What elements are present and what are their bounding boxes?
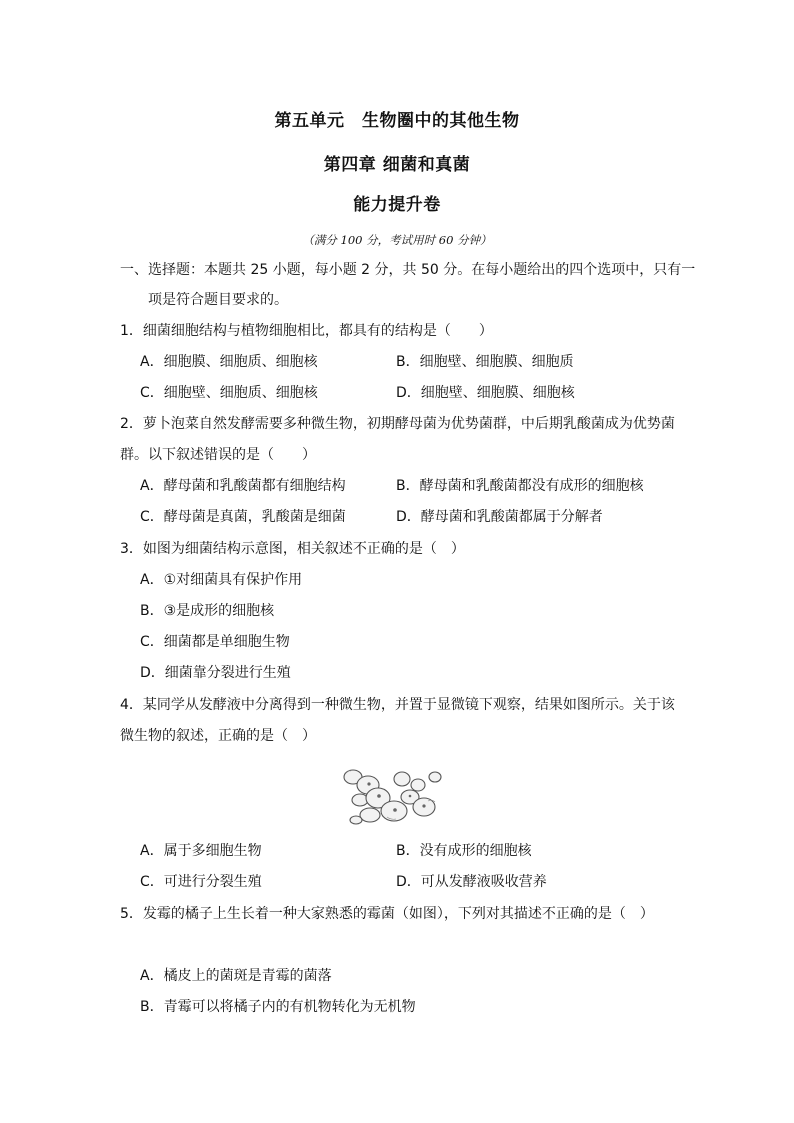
- q4-stem-line1: 4．某同学从发酵液中分离得到一种微生物，并置于显微镜下观察，结果如图所示。关于该: [120, 697, 675, 713]
- q3-option-d: D．细菌靠分裂进行生殖: [140, 665, 291, 681]
- q3-option-c: C．细菌都是单细胞生物: [140, 634, 290, 650]
- q2-stem-line2: 群。以下叙述错误的是（ ）: [120, 447, 316, 463]
- q2-stem-line1: 2．萝卜泡菜自然发酵需要多种微生物，初期酵母菌为优势菌群，中后期乳酸菌成为优势菌: [120, 416, 675, 432]
- paper-title: 能力提升卷: [353, 195, 441, 215]
- q3-option-a: A．①对细菌具有保护作用: [140, 572, 303, 588]
- q2-option-b: B．酵母菌和乳酸菌都没有成形的细胞核: [396, 478, 644, 494]
- q5-option-b: B．青霉可以将橘子内的有机物转化为无机物: [140, 999, 416, 1015]
- q3-stem: 3．如图为细菌结构示意图，相关叙述不正确的是（ ）: [120, 541, 465, 557]
- q5-option-a: A．橘皮上的菌斑是青霉的菌落: [140, 968, 332, 984]
- q4-option-d: D．可从发酵液吸收营养: [396, 874, 547, 890]
- section-instruction-line1: 一、选择题：本题共 25 小题，每小题 2 分，共 50 分。在每小题给出的四个选项中，只有一: [120, 262, 696, 278]
- q1-stem: 1．细菌细胞结构与植物细胞相比，都具有的结构是（ ）: [120, 323, 493, 339]
- exam-note: （满分 100 分，考试用时 60 分钟）: [302, 233, 492, 247]
- q1-option-c: C．细胞壁、细胞质、细胞核: [140, 385, 318, 401]
- q1-option-d: D．细胞壁、细胞膜、细胞核: [396, 385, 575, 401]
- section-instruction-line2: 项是符合题目要求的。: [148, 292, 288, 308]
- q5-stem: 5．发霉的橘子上生长着一种大家熟悉的霉菌（如图），下列对其描述不正确的是（ ）: [120, 906, 654, 922]
- q2-option-d: D．酵母菌和乳酸菌都属于分解者: [396, 509, 603, 525]
- q2-option-c: C．酵母菌是真菌，乳酸菌是细菌: [140, 509, 346, 525]
- q4-stem-line2: 微生物的叙述，正确的是（ ）: [120, 728, 316, 744]
- q3-option-b: B．③是成形的细胞核: [140, 603, 275, 619]
- q1-option-a: A．细胞膜、细胞质、细胞核: [140, 354, 318, 370]
- q4-option-a: A．属于多细胞生物: [140, 843, 262, 859]
- yeast-cells-figure: [340, 765, 450, 827]
- q1-option-b: B．细胞壁、细胞膜、细胞质: [396, 354, 574, 370]
- chapter-title: 第四章 细菌和真菌: [323, 155, 471, 175]
- q4-option-b: B．没有成形的细胞核: [396, 843, 532, 859]
- q2-option-a: A．酵母菌和乳酸菌都有细胞结构: [140, 478, 346, 494]
- unit-title: 第五单元 生物圈中的其他生物: [274, 111, 520, 131]
- q4-option-c: C．可进行分裂生殖: [140, 874, 262, 890]
